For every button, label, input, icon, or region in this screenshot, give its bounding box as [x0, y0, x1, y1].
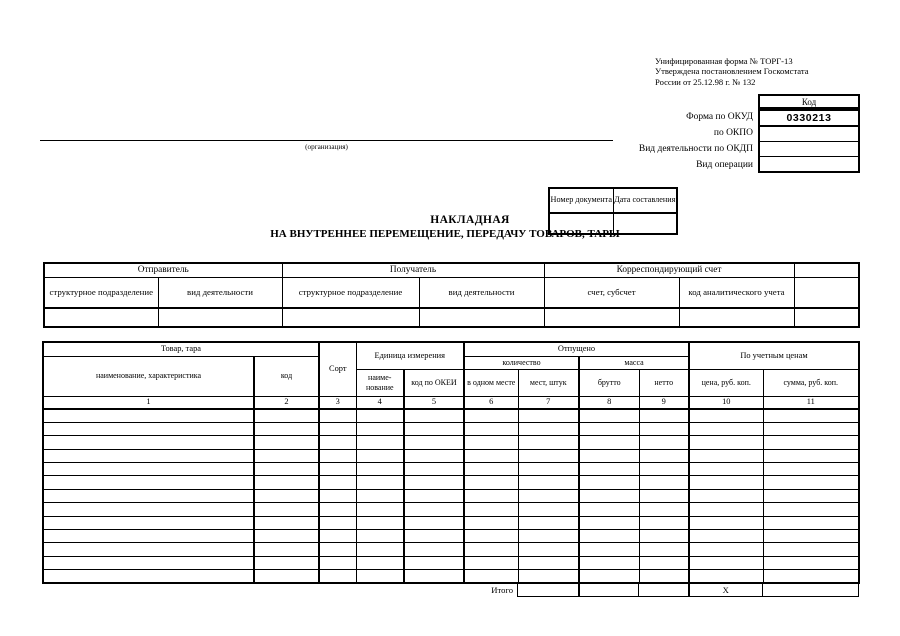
goods-empty-cell: [254, 556, 319, 569]
goods-empty-row: [43, 409, 859, 422]
goods-empty-cell: [254, 476, 319, 489]
goods-empty-cell: [579, 570, 639, 583]
goods-empty-cell: [356, 463, 404, 476]
goods-empty-cell: [464, 436, 518, 449]
grade-header: Сорт: [319, 342, 356, 396]
goods-empty-cell: [689, 530, 763, 543]
goods-empty-cell: [579, 530, 639, 543]
goods-empty-cell: [319, 449, 356, 462]
goods-empty-cell: [639, 570, 689, 583]
total-label: Итого: [491, 585, 513, 595]
form-reference-block: [655, 56, 809, 87]
goods-empty-cell: [689, 436, 763, 449]
goods-empty-cell: [43, 476, 254, 489]
goods-empty-cell: [356, 516, 404, 529]
goods-empty-cell: [356, 476, 404, 489]
goods-empty-cell: [639, 476, 689, 489]
goods-empty-cell: [43, 556, 254, 569]
goods-empty-cell: [356, 556, 404, 569]
goods-empty-cell: [763, 476, 859, 489]
document-subtitle: НА ВНУТРЕННЕЕ ПЕРЕМЕЩЕНИЕ, ПЕРЕДАЧУ ТОВАРОВ, ТАРЫ: [270, 228, 620, 240]
goods-empty-cell: [404, 489, 464, 502]
goods-empty-cell: [763, 530, 859, 543]
operation-type-label: Вид операции: [696, 160, 753, 170]
goods-empty-cell: [639, 503, 689, 516]
goods-empty-cell: [639, 463, 689, 476]
column-number: 6: [464, 396, 518, 409]
goods-empty-cell: [404, 409, 464, 422]
receiver-unit-value: [282, 308, 419, 327]
totals-row-table: [517, 583, 859, 597]
goods-empty-cell: [254, 516, 319, 529]
organization-caption: (организация): [305, 143, 348, 151]
goods-empty-cell: [319, 516, 356, 529]
goods-empty-cell: [464, 409, 518, 422]
total-price-cell: X: [689, 584, 763, 597]
form-ref-line-2: Утверждена постановлением Госкомстата: [655, 66, 809, 77]
goods-empty-cell: [464, 449, 518, 462]
goods-empty-cell: [579, 409, 639, 422]
goods-empty-cell: [404, 436, 464, 449]
goods-empty-cell: [464, 463, 518, 476]
form-ref-line-3: России от 25.12.98 г. № 132: [655, 76, 756, 87]
goods-empty-cell: [319, 409, 356, 422]
goods-empty-cell: [464, 476, 518, 489]
goods-empty-cell: [579, 556, 639, 569]
okpo-label: по ОКПО: [713, 128, 753, 138]
name-characteristic-header: наименование, характеристика: [43, 356, 254, 396]
goods-empty-cell: [689, 516, 763, 529]
goods-empty-cell: [518, 463, 579, 476]
sender-group-header: Отправитель: [44, 263, 282, 277]
goods-empty-cell: [43, 570, 254, 583]
goods-empty-cell: [464, 543, 518, 556]
goods-empty-cell: [404, 570, 464, 583]
goods-empty-cell: [356, 449, 404, 462]
goods-empty-cell: [518, 516, 579, 529]
goods-empty-cell: [404, 476, 464, 489]
sender-activity-value: [158, 308, 282, 327]
goods-empty-cell: [254, 503, 319, 516]
goods-empty-cell: [356, 503, 404, 516]
goods-empty-cell: [689, 409, 763, 422]
goods-empty-cell: [518, 409, 579, 422]
goods-empty-row: [43, 516, 859, 529]
goods-empty-row: [43, 489, 859, 502]
goods-empty-cell: [639, 409, 689, 422]
goods-empty-cell: [254, 543, 319, 556]
goods-empty-cell: [43, 503, 254, 516]
quantity-group-header: количество: [464, 356, 579, 369]
price-header: цена, руб. коп.: [689, 369, 763, 396]
goods-empty-row: [43, 436, 859, 449]
doc-date-header: Дата составления: [613, 188, 677, 213]
goods-empty-cell: [579, 436, 639, 449]
goods-empty-row: [43, 463, 859, 476]
goods-empty-cell: [254, 409, 319, 422]
goods-empty-cell: [319, 489, 356, 502]
goods-empty-cell: [254, 463, 319, 476]
goods-empty-cell: [404, 556, 464, 569]
analytic-code-value: [679, 308, 794, 327]
goods-empty-cell: [763, 543, 859, 556]
goods-empty-cell: [689, 556, 763, 569]
goods-empty-cell: [518, 530, 579, 543]
goods-empty-cell: [43, 530, 254, 543]
goods-empty-cell: [464, 503, 518, 516]
gross-header: брутто: [579, 369, 639, 396]
parties-extra-header-cell: [794, 263, 859, 277]
totals-row: [518, 584, 859, 597]
goods-empty-cell: [689, 543, 763, 556]
goods-empty-cell: [518, 489, 579, 502]
goods-table: [42, 341, 860, 584]
receiver-activity-header: вид деятельности: [419, 277, 544, 308]
prices-group-header: По учетным ценам: [689, 342, 859, 369]
organization-fill-line: [40, 120, 613, 141]
goods-empty-cell: [356, 422, 404, 435]
goods-empty-row: [43, 422, 859, 435]
goods-empty-cell: [254, 422, 319, 435]
goods-empty-cell: [319, 422, 356, 435]
goods-empty-cell: [319, 476, 356, 489]
goods-empty-cell: [319, 570, 356, 583]
column-number: 7: [518, 396, 579, 409]
goods-empty-cell: [464, 489, 518, 502]
goods-empty-cell: [356, 489, 404, 502]
goods-empty-cell: [639, 543, 689, 556]
column-number: 11: [763, 396, 859, 409]
goods-empty-cell: [404, 449, 464, 462]
goods-empty-cell: [356, 543, 404, 556]
goods-empty-cell: [579, 449, 639, 462]
places-pieces-header: мест, штук: [518, 369, 579, 396]
goods-empty-cell: [404, 503, 464, 516]
sum-header: сумма, руб. коп.: [763, 369, 859, 396]
goods-empty-cell: [319, 556, 356, 569]
parties-extra-subheader-cell: [794, 277, 859, 308]
goods-empty-cell: [689, 570, 763, 583]
goods-empty-cell: [319, 463, 356, 476]
goods-empty-cell: [639, 449, 689, 462]
goods-empty-row: [43, 503, 859, 516]
goods-empty-cell: [763, 489, 859, 502]
column-number: 5: [404, 396, 464, 409]
goods-empty-cell: [356, 530, 404, 543]
goods-empty-cell: [639, 422, 689, 435]
okud-label: Форма по ОКУД: [686, 112, 753, 122]
goods-empty-cell: [43, 422, 254, 435]
goods-empty-cell: [518, 556, 579, 569]
goods-empty-cell: [579, 503, 639, 516]
goods-empty-cell: [404, 422, 464, 435]
goods-empty-cell: [763, 556, 859, 569]
analytic-code-header: код аналитического учета: [679, 277, 794, 308]
goods-empty-cell: [763, 449, 859, 462]
total-gross-cell: [579, 584, 639, 597]
goods-empty-cell: [43, 409, 254, 422]
goods-empty-row: [43, 476, 859, 489]
goods-empty-cell: [356, 570, 404, 583]
net-header: нетто: [639, 369, 689, 396]
parties-value-row: [44, 308, 859, 327]
goods-empty-row: [43, 570, 859, 583]
goods-empty-cell: [404, 530, 464, 543]
goods-empty-cell: [43, 449, 254, 462]
goods-empty-cell: [639, 516, 689, 529]
goods-empty-cell: [464, 516, 518, 529]
in-one-place-header: в одном месте: [464, 369, 518, 396]
goods-empty-cell: [518, 570, 579, 583]
column-number: 8: [579, 396, 639, 409]
column-number: 4: [356, 396, 404, 409]
goods-empty-cell: [579, 463, 639, 476]
goods-empty-cell: [639, 530, 689, 543]
goods-empty-cell: [689, 449, 763, 462]
goods-empty-cell: [464, 570, 518, 583]
goods-empty-cell: [689, 489, 763, 502]
code-column-header: [758, 94, 860, 109]
code-header: код: [254, 356, 319, 396]
goods-empty-cell: [464, 556, 518, 569]
goods-empty-cell: [763, 570, 859, 583]
goods-header-row-1: [43, 342, 859, 356]
receiver-unit-header: структурное подразделение: [282, 277, 419, 308]
goods-empty-cell: [689, 503, 763, 516]
goods-empty-cell: [689, 422, 763, 435]
goods-empty-cell: [254, 436, 319, 449]
goods-empty-row: [43, 530, 859, 543]
sender-activity-header: вид деятельности: [158, 277, 282, 308]
goods-empty-cell: [579, 543, 639, 556]
code-values-box: [758, 109, 860, 173]
column-numbers-row: [43, 396, 859, 409]
total-net-cell: [639, 584, 689, 597]
account-group-header: Корреспондирующий счет: [544, 263, 794, 277]
receiver-group-header: Получатель: [282, 263, 544, 277]
column-number: 1: [43, 396, 254, 409]
goods-empty-row: [43, 449, 859, 462]
goods-empty-cell: [404, 516, 464, 529]
parties-extra-value-cell: [794, 308, 859, 327]
code-row-labels: [430, 109, 753, 173]
document-title: НАКЛАДНАЯ: [430, 214, 510, 226]
parties-subheader-row: [44, 277, 859, 308]
okud-code-value: 0330213: [760, 111, 858, 127]
goods-empty-cell: [763, 409, 859, 422]
goods-empty-cell: [254, 489, 319, 502]
parties-group-row: [44, 263, 859, 277]
goods-empty-cell: [319, 436, 356, 449]
goods-group-header: Товар, тара: [43, 342, 319, 356]
goods-empty-cell: [356, 409, 404, 422]
goods-empty-cell: [579, 516, 639, 529]
goods-empty-cell: [579, 489, 639, 502]
okpo-code-value: [760, 127, 858, 142]
goods-empty-cell: [763, 436, 859, 449]
goods-empty-cell: [518, 543, 579, 556]
goods-empty-row: [43, 543, 859, 556]
goods-empty-cell: [254, 449, 319, 462]
goods-empty-cell: [43, 516, 254, 529]
mass-group-header: масса: [579, 356, 689, 369]
goods-empty-cell: [43, 436, 254, 449]
goods-empty-cell: [763, 422, 859, 435]
goods-empty-cell: [356, 436, 404, 449]
okdp-code-value: [760, 142, 858, 157]
goods-empty-cell: [464, 422, 518, 435]
goods-empty-cell: [254, 570, 319, 583]
column-number: 9: [639, 396, 689, 409]
parties-table: [43, 262, 860, 328]
column-number: 2: [254, 396, 319, 409]
goods-empty-cell: [464, 530, 518, 543]
goods-empty-cell: [254, 530, 319, 543]
sender-unit-header: структурное подразделение: [44, 277, 158, 308]
doc-table-header-row: [549, 188, 677, 213]
account-subaccount-header: счет, субсчет: [544, 277, 679, 308]
goods-empty-cell: [763, 516, 859, 529]
okei-code-header: код по ОКЕИ: [404, 369, 464, 396]
goods-empty-cell: [518, 449, 579, 462]
receiver-activity-value: [419, 308, 544, 327]
goods-empty-cell: [319, 530, 356, 543]
goods-empty-cell: [518, 503, 579, 516]
goods-empty-cell: [763, 463, 859, 476]
goods-empty-cell: [43, 543, 254, 556]
okdp-label: Вид деятельности по ОКДП: [638, 144, 753, 154]
goods-empty-cell: [404, 543, 464, 556]
column-number: 10: [689, 396, 763, 409]
total-sum-cell: [763, 584, 859, 597]
goods-empty-cell: [689, 463, 763, 476]
released-group-header: Отпущено: [464, 342, 689, 356]
unit-group-header: Единица измерения: [356, 342, 464, 369]
goods-empty-cell: [689, 476, 763, 489]
goods-empty-cell: [43, 463, 254, 476]
goods-empty-cell: [319, 503, 356, 516]
goods-empty-row: [43, 556, 859, 569]
goods-empty-cell: [579, 476, 639, 489]
doc-number-header: Номер документа: [549, 188, 613, 213]
unit-name-header: наиме-нование: [356, 369, 404, 396]
goods-empty-cell: [518, 436, 579, 449]
goods-empty-cell: [763, 503, 859, 516]
goods-empty-cell: [639, 436, 689, 449]
code-header-label: Код: [801, 96, 817, 107]
goods-empty-cell: [319, 543, 356, 556]
sender-unit-value: [44, 308, 158, 327]
goods-empty-cell: [639, 556, 689, 569]
goods-empty-cell: [404, 463, 464, 476]
total-places-cell: [518, 584, 579, 597]
goods-empty-cell: [579, 422, 639, 435]
form-ref-line-1: Унифицированная форма № ТОРГ-13: [655, 56, 793, 66]
goods-empty-cell: [639, 489, 689, 502]
goods-empty-cell: [518, 476, 579, 489]
operation-type-value: [760, 157, 858, 171]
column-number: 3: [319, 396, 356, 409]
goods-empty-cell: [518, 422, 579, 435]
account-subaccount-value: [544, 308, 679, 327]
goods-empty-cell: [43, 489, 254, 502]
